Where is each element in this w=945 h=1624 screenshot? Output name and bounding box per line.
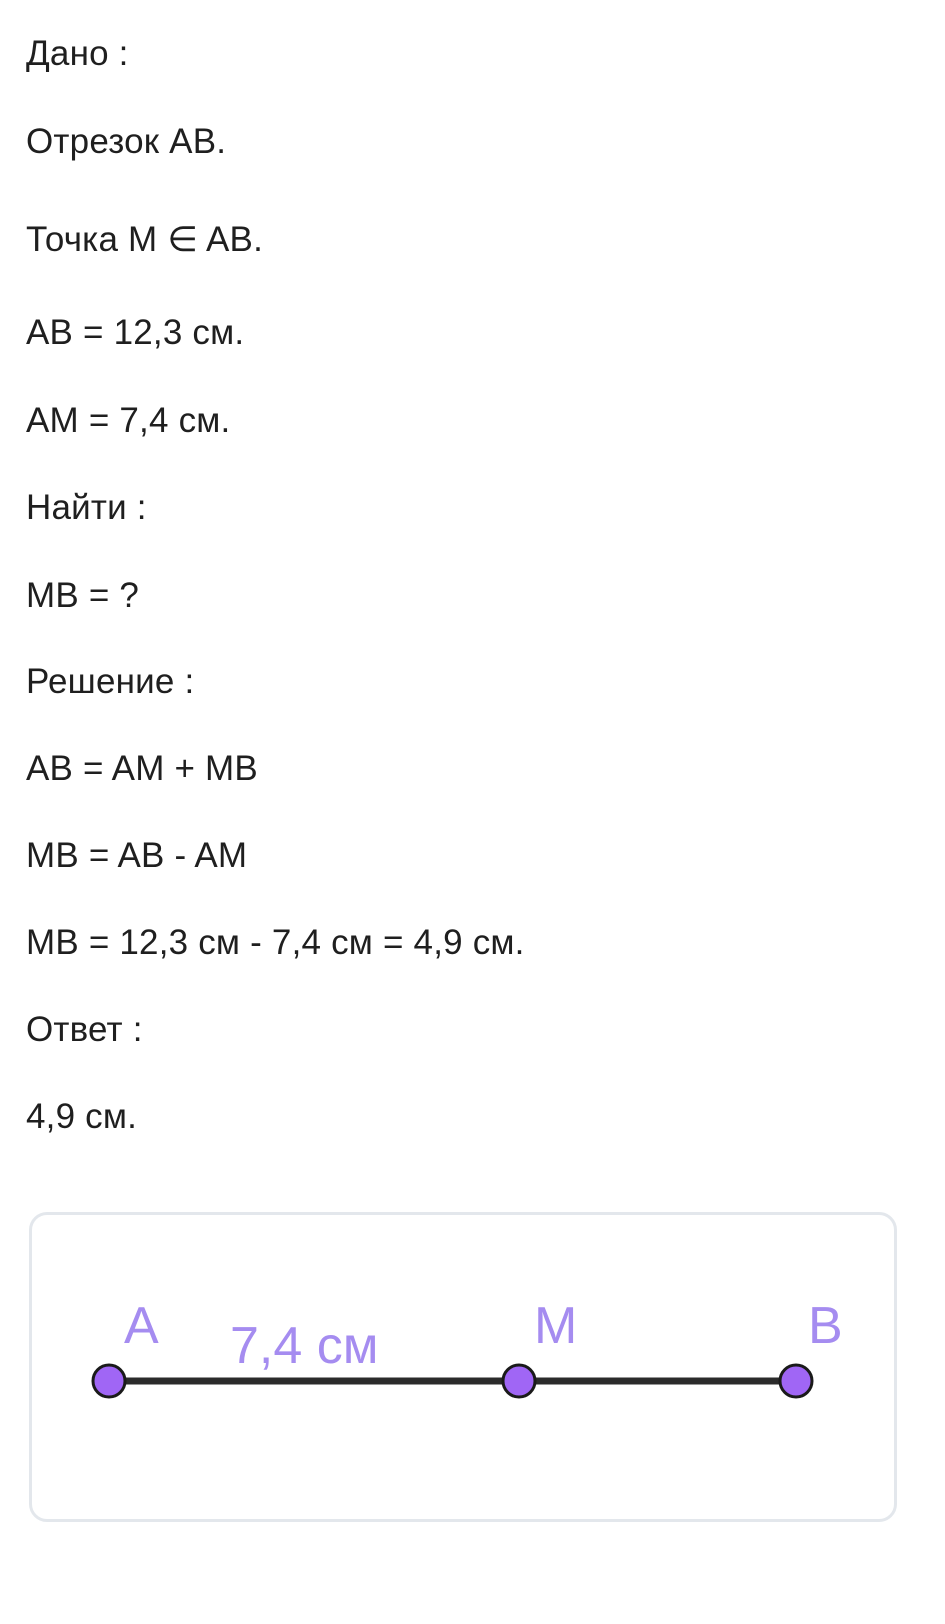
point-m-label: M [534,1297,578,1355]
segment-diagram [32,1215,894,1519]
point-b-marker [780,1365,812,1397]
segment-figure [29,1212,897,1522]
find-mb: MB = ? [26,576,140,615]
given-point: Точка M ∈ AB. [26,220,264,259]
find-heading: Найти : [26,488,147,527]
given-ab-length: AB = 12,3 см. [26,313,245,352]
solution-step-2: MB = AB - AM [26,836,248,875]
point-b-label: B [808,1297,843,1355]
point-a-marker [93,1365,125,1397]
point-a-label: A [124,1297,159,1355]
given-heading: Дано : [26,34,129,73]
given-segment: Отрезок AB. [26,122,227,161]
solution-step-3: MB = 12,3 см - 7,4 см = 4,9 см. [26,923,525,962]
answer-value: 4,9 см. [26,1097,138,1136]
solution-step-1: AB = AM + MB [26,749,258,788]
given-am-length: AM = 7,4 см. [26,401,231,440]
answer-heading: Ответ : [26,1010,143,1049]
segment-am-length-label: 7,4 см [230,1317,379,1375]
solution-heading: Решение : [26,662,195,701]
point-m-marker [503,1365,535,1397]
